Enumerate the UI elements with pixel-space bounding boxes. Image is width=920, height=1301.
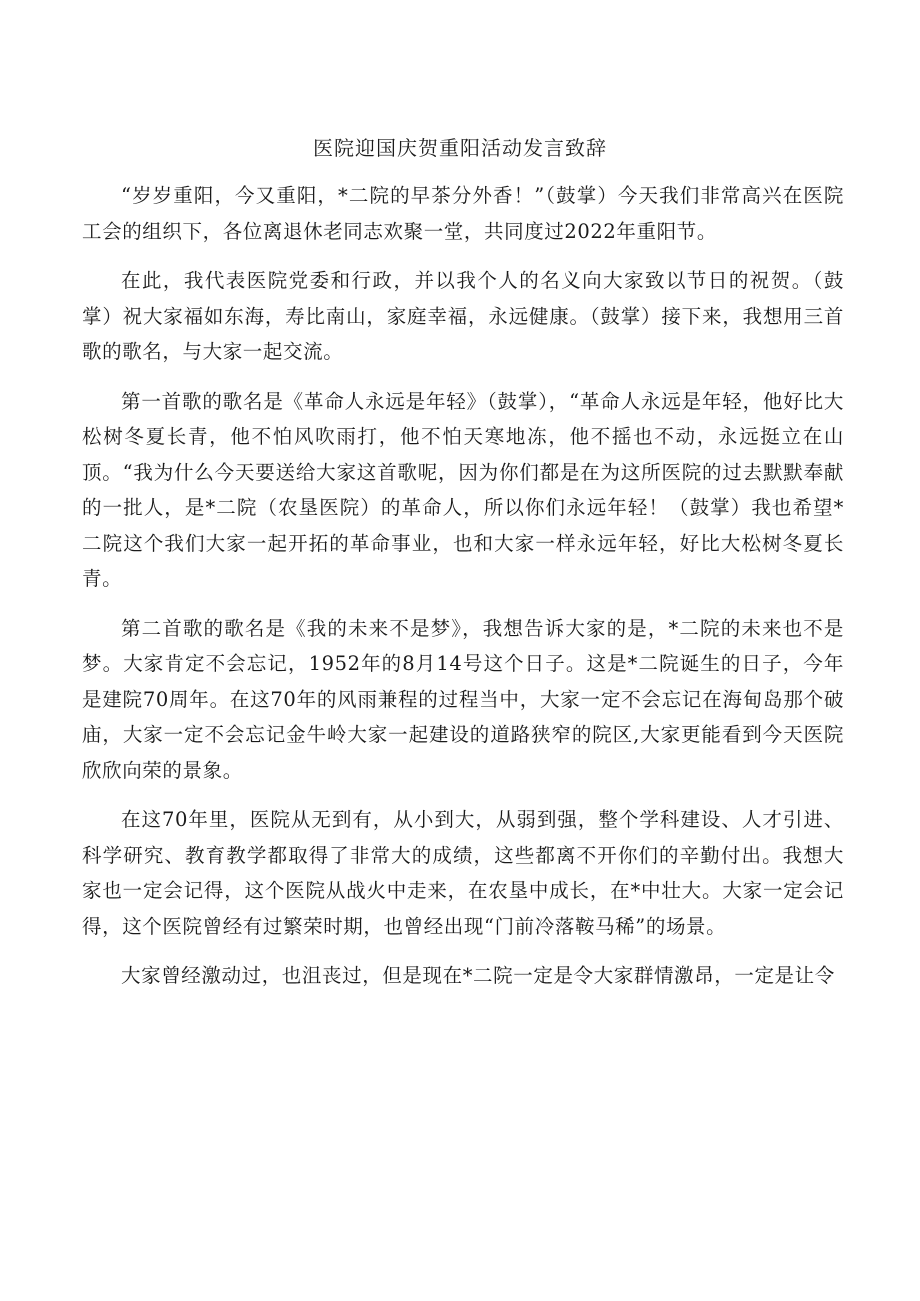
paragraph-4: 第二首歌的歌名是《我的未来不是梦》，我想告诉大家的是，*二院的未来也不是梦。大家肯定不会忘记，1952年的8月14号这个日子。这是*二院诞生的日子，今年是建院70周年。在这70年的风雨兼程的过程当中，大家一定不会忘记在海甸岛那个破庙，大家一定不会忘记金牛岭大家一起建设的道路狭窄的院区,大家更能看到今天医院欣欣向荣的景象。	[82, 616, 844, 782]
paragraph-2: 在此，我代表医院党委和行政，并以我个人的名义向大家致以节日的祝贺。（鼓掌）祝大家福如东海，寿比南山，家庭幸福，永远健康。（鼓掌）接下来，我想用三首歌的歌名，与大家一起交流。	[82, 269, 844, 363]
paragraph-3: 第一首歌的歌名是《革命人永远是年轻》（鼓掌），“革命人永远是年轻，他好比大松树冬夏长青，他不怕风吹雨打，他不怕天寒地冻，他不摇也不动，永远挺立在山顶。“我为什么今天要送给大家这首歌呢，因为你们都是在为这所医院的过去默默奉献的一批人，是*二院（农垦医院）的革命人，所以你们永远年轻！（鼓掌）我也希望*二院这个我们大家一起开拓的革命事业，也和大家一样永远年轻，好比大松树冬夏长青。	[82, 389, 844, 590]
document-title: 医院迎国庆贺重阳活动发言致辞	[313, 136, 607, 160]
paragraph-6: 大家曾经激动过，也沮丧过，但是现在*二院一定是令大家群情激昂，一定是让令	[121, 964, 835, 987]
paragraph-1: “岁岁重阳，今又重阳，*二院的早茶分外香！”（鼓掌）今天我们非常高兴在医院工会的组织下，各位离退休老同志欢聚一堂，共同度过2022年重阳节。	[82, 184, 844, 243]
paragraph-5: 在这70年里，医院从无到有，从小到大，从弱到强，整个学科建设、人才引进、科学研究、教育教学都取得了非常大的成绩，这些都离不开你们的辛勤付出。我想大家也一定会记得，这个医院从战火中走来，在农垦中成长，在*中壮大。大家一定会记得，这个医院曾经有过繁荣时期，也曾经出现“门前冷落鞍马稀”的场景。	[82, 808, 844, 938]
document-body	[82, 178, 844, 1008]
